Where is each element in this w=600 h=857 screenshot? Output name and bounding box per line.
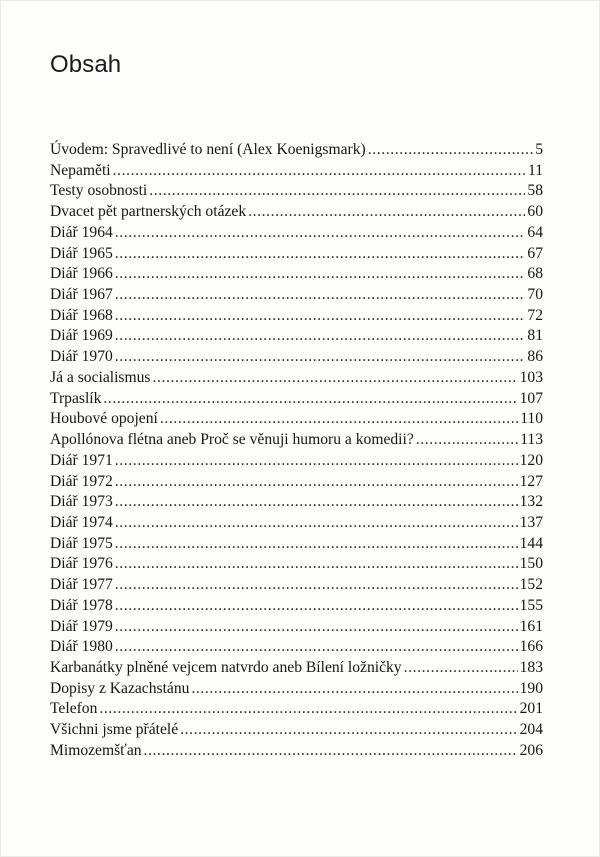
entry-title: Diář 1980 — [50, 638, 113, 656]
entry-title: Nepaměti — [50, 161, 111, 179]
toc-entry — [50, 306, 543, 327]
dot-leader — [149, 181, 525, 202]
table-of-contents — [50, 140, 543, 762]
dot-leader — [115, 492, 518, 513]
dot-leader — [115, 534, 518, 555]
entry-title: Karbanátky plněné vejcem natvrdo aneb Bílení ložničky — [50, 658, 402, 676]
entry-title: Diář 1969 — [50, 327, 113, 345]
entry-title: Diář 1979 — [50, 617, 113, 635]
dot-leader — [368, 140, 534, 161]
dot-leader — [115, 637, 518, 658]
toc-entry — [50, 699, 543, 720]
entry-page-number: 67 — [527, 244, 543, 262]
toc-entry — [50, 451, 543, 472]
entry-page-number: 70 — [527, 286, 543, 304]
entry-page-number: 127 — [519, 472, 543, 490]
entry-page-number: 183 — [519, 658, 543, 676]
dot-leader — [115, 575, 518, 596]
dot-leader — [180, 720, 517, 741]
dot-leader — [144, 741, 518, 762]
page-title: Obsah — [50, 51, 122, 78]
dot-leader — [113, 161, 526, 182]
entry-title: Diář 1976 — [50, 555, 113, 573]
toc-entry — [50, 244, 543, 265]
entry-page-number: 190 — [519, 679, 543, 697]
entry-page-number: 72 — [527, 306, 543, 324]
toc-entry — [50, 430, 543, 451]
entry-title: Diář 1975 — [50, 534, 113, 552]
entry-title: Houbové opojení — [50, 410, 158, 428]
dot-leader — [99, 699, 517, 720]
dot-leader — [115, 617, 518, 638]
entry-page-number: 150 — [519, 555, 543, 573]
entry-title: Diář 1966 — [50, 265, 113, 283]
toc-entry — [50, 596, 543, 617]
entry-title: Diář 1971 — [50, 451, 113, 469]
entry-page-number: 201 — [519, 700, 543, 718]
entry-title: Dopisy z Kazachstánu — [50, 679, 190, 697]
entry-title: Testy osobnosti — [50, 182, 148, 200]
toc-entry — [50, 347, 543, 368]
entry-title: Diář 1965 — [50, 244, 113, 262]
dot-leader — [115, 244, 526, 265]
entry-page-number: 58 — [527, 182, 543, 200]
entry-title: Apollónova flétna aneb Proč se věnuji humoru a komedii? — [50, 431, 414, 449]
entry-page-number: 166 — [519, 638, 543, 656]
entry-page-number: 113 — [520, 431, 543, 449]
dot-leader — [115, 513, 518, 534]
toc-entry — [50, 409, 543, 430]
entry-title: Diář 1964 — [50, 223, 113, 241]
toc-entry — [50, 513, 543, 534]
toc-entry — [50, 140, 543, 161]
dot-leader — [103, 389, 517, 410]
entry-page-number: 5 — [535, 141, 543, 158]
entry-page-number: 81 — [527, 327, 543, 345]
toc-entry — [50, 534, 543, 555]
entry-title: Já a socialismus — [50, 368, 151, 386]
toc-entry — [50, 326, 543, 347]
dot-leader — [115, 285, 526, 306]
toc-entry — [50, 389, 543, 410]
toc-entry — [50, 679, 543, 700]
dot-leader — [115, 472, 518, 493]
entry-title: Diář 1967 — [50, 286, 113, 304]
toc-entry — [50, 161, 543, 182]
toc-entry — [50, 472, 543, 493]
entry-title: Diář 1974 — [50, 513, 113, 531]
toc-entry — [50, 202, 543, 223]
entry-title: Telefon — [50, 700, 98, 718]
entry-title: Úvodem: Spravedlivé to není (Alex Koenigsmark) — [50, 141, 366, 158]
entry-title: Mimozemšťan — [50, 741, 142, 759]
entry-page-number: 110 — [520, 410, 543, 428]
dot-leader — [191, 679, 517, 700]
entry-page-number: 204 — [519, 721, 543, 739]
entry-page-number: 11 — [527, 161, 543, 179]
entry-title: Trpaslík — [50, 389, 102, 407]
entry-page-number: 132 — [519, 493, 543, 511]
dot-leader — [248, 202, 525, 223]
entry-page-number: 155 — [519, 596, 543, 614]
dot-leader — [152, 368, 517, 389]
entry-page-number: 137 — [519, 513, 543, 531]
dot-leader — [115, 451, 518, 472]
entry-title: Diář 1970 — [50, 348, 113, 366]
toc-entry — [50, 181, 543, 202]
dot-leader — [115, 306, 526, 327]
entry-page-number: 68 — [527, 265, 543, 283]
entry-page-number: 206 — [519, 741, 543, 759]
entry-title: Diář 1978 — [50, 596, 113, 614]
toc-entry — [50, 741, 543, 762]
entry-title: Diář 1973 — [50, 493, 113, 511]
entry-page-number: 144 — [519, 534, 543, 552]
toc-entry — [50, 575, 543, 596]
entry-title: Diář 1972 — [50, 472, 113, 490]
dot-leader — [416, 430, 518, 451]
entry-page-number: 103 — [519, 368, 543, 386]
entry-title: Diář 1977 — [50, 576, 113, 594]
toc-entry — [50, 720, 543, 741]
entry-page-number: 64 — [527, 223, 543, 241]
entry-page-number: 161 — [519, 617, 543, 635]
entry-page-number: 152 — [519, 576, 543, 594]
toc-entry — [50, 264, 543, 285]
dot-leader — [115, 264, 526, 285]
dot-leader — [115, 596, 518, 617]
dot-leader — [115, 554, 518, 575]
entry-page-number: 120 — [519, 451, 543, 469]
dot-leader — [115, 347, 526, 368]
toc-entry — [50, 285, 543, 306]
entry-page-number: 107 — [519, 389, 543, 407]
dot-leader — [115, 326, 526, 347]
toc-entry — [50, 617, 543, 638]
toc-entry — [50, 637, 543, 658]
entry-title: Všichni jsme přátelé — [50, 721, 179, 739]
dot-leader — [160, 409, 518, 430]
dot-leader — [115, 223, 526, 244]
toc-entry — [50, 658, 543, 679]
toc-entry — [50, 554, 543, 575]
dot-leader — [404, 658, 518, 679]
toc-entry — [50, 368, 543, 389]
entry-page-number: 86 — [527, 348, 543, 366]
toc-entry — [50, 223, 543, 244]
entry-page-number: 60 — [527, 203, 543, 221]
toc-entry — [50, 492, 543, 513]
entry-title: Dvacet pět partnerských otázek — [50, 203, 247, 221]
entry-title: Diář 1968 — [50, 306, 113, 324]
